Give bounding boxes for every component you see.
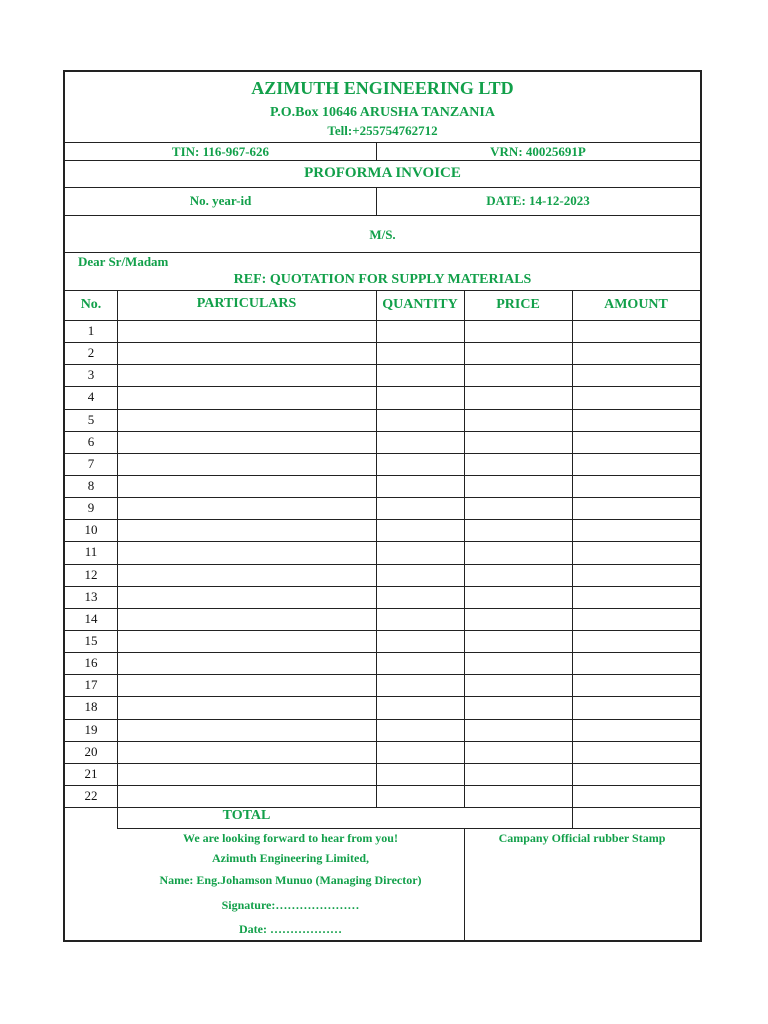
row-number: 6 bbox=[87, 433, 95, 449]
footer-message: We are looking forward to hear from you! bbox=[183, 831, 398, 845]
divider bbox=[65, 215, 700, 216]
invoice-number: No. year-id bbox=[189, 193, 252, 208]
vrn-number: VRN: 40025691P bbox=[490, 144, 586, 159]
table-row-line bbox=[65, 807, 700, 808]
tin-number: TIN: 116-967-626 bbox=[171, 144, 270, 159]
row-number: 13 bbox=[84, 588, 98, 604]
row-number: 3 bbox=[87, 367, 95, 383]
col-header-particulars: PARTICULARS bbox=[196, 296, 297, 311]
document-title: PROFORMA INVOICE bbox=[304, 165, 461, 181]
table-row-line bbox=[65, 364, 700, 365]
table-row-line bbox=[65, 696, 700, 697]
divider bbox=[117, 290, 118, 807]
row-number: 17 bbox=[84, 677, 98, 693]
footer-date: Date: ……………… bbox=[239, 922, 342, 936]
row-number: 7 bbox=[87, 455, 95, 471]
invoice-sheet bbox=[63, 70, 702, 942]
divider bbox=[464, 290, 465, 807]
divider bbox=[65, 320, 700, 321]
table-row-line bbox=[65, 497, 700, 498]
table-row-line bbox=[65, 519, 700, 520]
row-number: 16 bbox=[84, 655, 98, 671]
table-row-line bbox=[65, 564, 700, 565]
divider bbox=[65, 160, 700, 161]
row-number: 2 bbox=[87, 345, 95, 361]
table-row-line bbox=[65, 763, 700, 764]
table-row-line bbox=[65, 674, 700, 675]
footer-signature: Signature:………………… bbox=[221, 898, 360, 912]
col-header-price: PRICE bbox=[496, 297, 540, 312]
row-number: 1 bbox=[87, 323, 95, 338]
row-number: 12 bbox=[84, 566, 98, 582]
row-number: 18 bbox=[84, 699, 98, 715]
divider bbox=[65, 252, 700, 253]
row-number: 4 bbox=[87, 389, 95, 405]
greeting: Dear Sr/Madam bbox=[78, 254, 169, 269]
row-number: 10 bbox=[84, 522, 98, 538]
table-row-line bbox=[65, 719, 700, 720]
divider bbox=[464, 828, 465, 940]
reference: REF: QUOTATION FOR SUPPLY MATERIALS bbox=[233, 272, 532, 287]
row-number: 11 bbox=[84, 544, 98, 560]
invoice-date: DATE: 14-12-2023 bbox=[486, 193, 590, 208]
col-header-quantity: QUANTITY bbox=[382, 297, 458, 312]
table-row-line bbox=[65, 586, 700, 587]
footer-signatory: Name: Eng.Johamson Munuo (Managing Director) bbox=[159, 873, 422, 887]
messrs-label: M/S. bbox=[369, 227, 396, 242]
table-row-line bbox=[65, 453, 700, 454]
table-row-line bbox=[65, 785, 700, 786]
col-header-no: No. bbox=[80, 297, 102, 312]
table-row-line bbox=[65, 630, 700, 631]
table-row-line bbox=[65, 608, 700, 609]
row-number: 19 bbox=[84, 721, 98, 737]
row-number: 9 bbox=[87, 500, 95, 516]
table-row-line bbox=[65, 541, 700, 542]
divider bbox=[65, 142, 700, 143]
divider bbox=[572, 290, 573, 807]
row-number: 14 bbox=[84, 610, 98, 626]
divider bbox=[572, 807, 573, 828]
company-phone: Tell:+255754762712 bbox=[327, 123, 438, 138]
table-row-line bbox=[65, 475, 700, 476]
row-number: 8 bbox=[87, 477, 95, 493]
company-address: P.O.Box 10646 ARUSHA TANZANIA bbox=[270, 105, 495, 120]
divider bbox=[376, 290, 377, 807]
divider bbox=[117, 828, 700, 829]
footer-company: Azimuth Engineering Limited, bbox=[211, 851, 369, 865]
table-row-line bbox=[65, 431, 700, 432]
col-header-amount: AMOUNT bbox=[604, 297, 668, 312]
table-row-line bbox=[65, 409, 700, 410]
total-label: TOTAL bbox=[222, 808, 271, 823]
stamp-label: Campany Official rubber Stamp bbox=[498, 831, 666, 845]
divider bbox=[65, 187, 700, 188]
row-number: 15 bbox=[84, 632, 98, 648]
company-name: AZIMUTH ENGINEERING LTD bbox=[251, 78, 514, 98]
table-row-line bbox=[65, 652, 700, 653]
divider bbox=[117, 807, 118, 828]
row-number: 20 bbox=[84, 743, 98, 759]
row-number: 5 bbox=[87, 411, 95, 427]
table-row-line bbox=[65, 342, 700, 343]
row-number: 21 bbox=[84, 765, 98, 781]
table-row-line bbox=[65, 741, 700, 742]
table-row-line bbox=[65, 386, 700, 387]
divider bbox=[65, 290, 700, 291]
row-number: 22 bbox=[84, 787, 98, 803]
